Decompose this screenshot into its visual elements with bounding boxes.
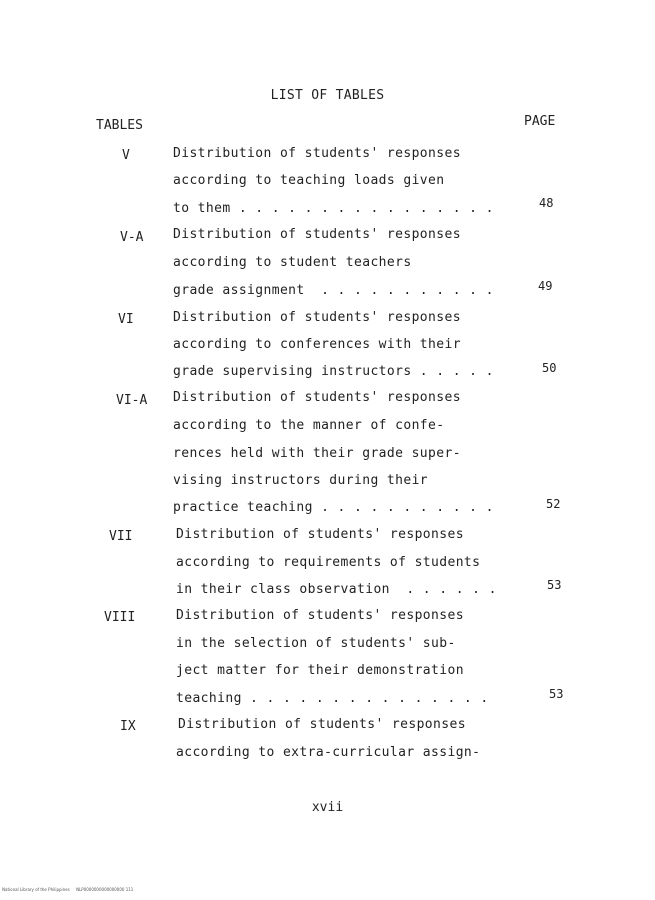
entry-line: Distribution of students' responses xyxy=(176,527,464,542)
entry-line: according to requirements of students xyxy=(176,555,481,570)
page-ref: 50 xyxy=(542,361,557,375)
table-number: VI xyxy=(118,312,134,327)
entry-line: according to extra-curricular assign- xyxy=(176,745,481,760)
table-number: IX xyxy=(120,719,136,734)
table-number: V xyxy=(122,148,130,163)
table-number: VII xyxy=(109,529,133,544)
entry-line: to them . . . . . . . . . . . . . . . . xyxy=(173,201,494,216)
page-ref: 53 xyxy=(547,578,562,592)
entry-line: rences held with their grade super- xyxy=(173,446,461,461)
entry-line: Distribution of students' responses xyxy=(178,717,466,732)
entry-line: practice teaching . . . . . . . . . . . xyxy=(173,500,494,515)
entry-line: Distribution of students' responses xyxy=(173,146,461,161)
entry-line: Distribution of students' responses xyxy=(173,390,461,405)
tables-column-header: TABLES xyxy=(96,118,143,133)
page-ref: 52 xyxy=(546,497,561,511)
page-title: LIST OF TABLES xyxy=(270,88,385,103)
microfilm-label xyxy=(2,887,133,892)
page-number: xvii xyxy=(311,800,344,815)
entry-line: grade supervising instructors . . . . . xyxy=(173,364,494,379)
table-number: VI-A xyxy=(116,393,148,408)
entry-line: according to student teachers xyxy=(173,255,412,270)
entry-line: teaching . . . . . . . . . . . . . . . xyxy=(176,691,489,706)
entry-line: according to conferences with their xyxy=(173,337,461,352)
entry-line: Distribution of students' responses xyxy=(176,608,464,623)
microfilm-code: NLP0000000000000000 111 xyxy=(76,887,134,892)
entry-line: grade assignment . . . . . . . . . . . xyxy=(173,283,494,298)
page-ref: 53 xyxy=(549,687,564,701)
entry-line: in the selection of students' sub- xyxy=(176,636,456,651)
entry-line: Distribution of students' responses xyxy=(173,227,461,242)
microfilm-note: National Library of the Philippines xyxy=(2,887,70,892)
table-number: V-A xyxy=(120,230,144,245)
entry-line: in their class observation . . . . . . xyxy=(176,582,497,597)
entry-line: according to the manner of confe- xyxy=(173,418,445,433)
table-number: VIII xyxy=(104,610,136,625)
entry-line: Distribution of students' responses xyxy=(173,310,461,325)
entry-line: vising instructors during their xyxy=(173,473,429,488)
page-column-header: PAGE xyxy=(524,114,556,129)
page-ref: 49 xyxy=(538,279,553,293)
entry-line: according to teaching loads given xyxy=(173,173,445,188)
entry-line: ject matter for their demonstration xyxy=(176,663,464,678)
page-ref: 48 xyxy=(539,196,554,210)
